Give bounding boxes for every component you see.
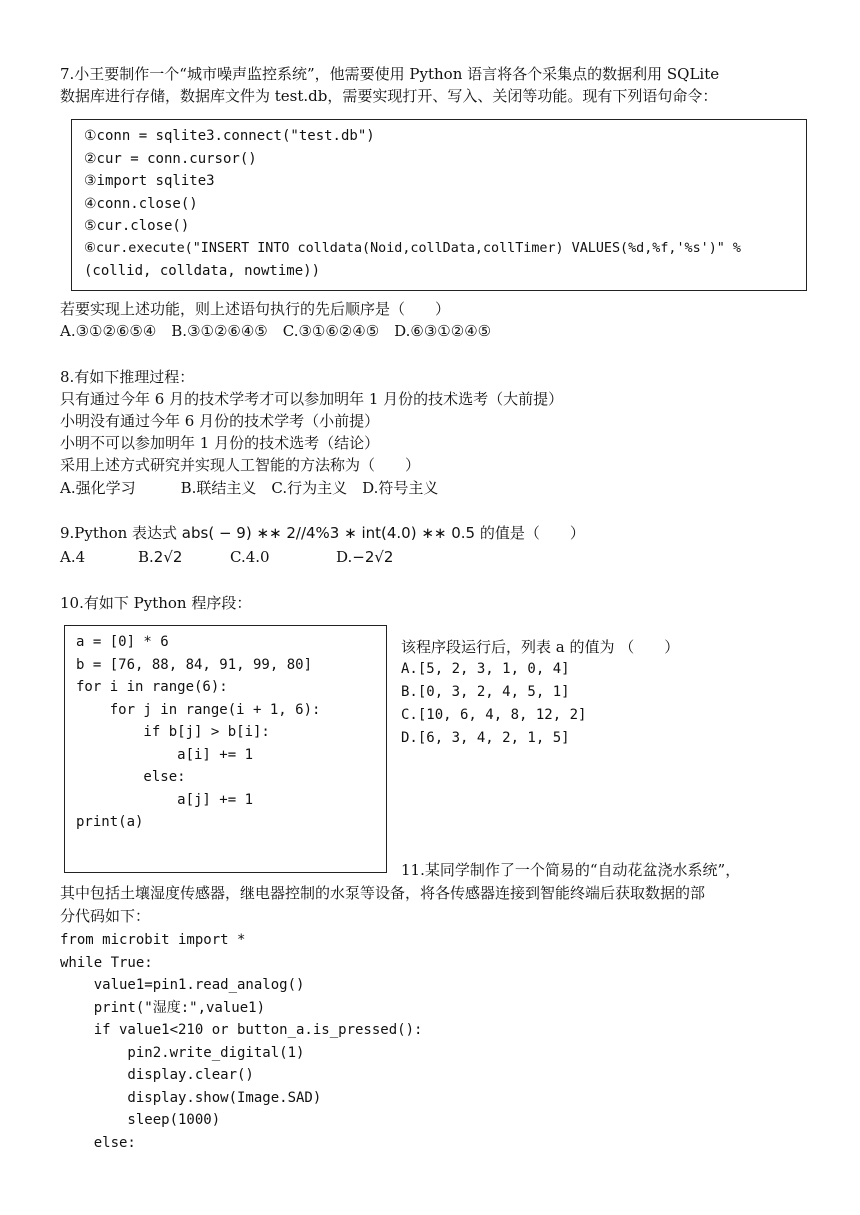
q7-options: A.③①②⑥⑤④ B.③①②⑥④⑤ C.③①⑥②④⑤ D.⑥③①②④⑤	[60, 322, 492, 340]
q7-stem-line1: 7.小王要制作一个“城市噪声监控系统”，他需要使用 Python 语言将各个采集点的数据利用 SQLite	[60, 65, 720, 83]
q7-code-line-3: ③import sqlite3	[84, 173, 215, 189]
q11-stem-line3: 分代码如下：	[60, 907, 151, 925]
q11-code-line-4: print("湿度:",value1)	[60, 999, 266, 1016]
q8-line-4: 小明不可以参加明年 1 月份的技术选考（结论）	[60, 434, 380, 452]
q7-code-line-4: ④conn.close()	[84, 195, 198, 212]
q10-code-line-3: for i in range(6):	[76, 679, 228, 695]
q10-option-a: A.[5, 2, 3, 1, 0, 4]	[401, 661, 570, 677]
q7-stem-line2: 数据库进行存储，数据库文件为 test.db，需要实现打开、写入、关闭等功能。现有下列语句命令：	[60, 87, 718, 105]
q11-code-line-6: pin2.write_digital(1)	[60, 1044, 305, 1061]
q10-code-line-8: a[j] += 1	[76, 791, 254, 808]
q9-option-c: C.4.0	[230, 548, 270, 566]
q9-prefix: 9.Python 表达式	[60, 524, 182, 542]
q11-code-line-1: from microbit import *	[60, 932, 246, 948]
q7-code-line-7: (collid, colldata, nowtime))	[84, 263, 321, 279]
q7-code-line-6: ⑥cur.execute("INSERT INTO colldata(Noid,collData,collTimer) VALUES(%d,%f,'%s')" %	[84, 240, 741, 256]
q11-code-line-7: display.clear()	[60, 1067, 254, 1083]
q7-question: 若要实现上述功能，则上述语句执行的先后顺序是（ ）	[60, 300, 451, 318]
q11-code-line-3: value1=pin1.read_analog()	[60, 977, 305, 993]
q11-code-line-2: while True:	[60, 954, 153, 971]
q10-title: 10.有如下 Python 程序段：	[60, 594, 252, 612]
q10-option-b: B.[0, 3, 2, 4, 5, 1]	[401, 684, 570, 700]
q10-option-c: C.[10, 6, 4, 8, 12, 2]	[401, 707, 587, 723]
q8-line-5: 采用上述方式研究并实现人工智能的方法称为（ ）	[60, 456, 421, 474]
q9-suffix: 的值是（ ）	[475, 524, 585, 542]
q10-code-line-1: a = [0] * 6	[76, 634, 169, 650]
q9-expression: abs( − 9) ∗∗ 2//4%3 ∗ int(4.0) ∗∗ 0.5	[181, 524, 476, 542]
q9-option-b	[138, 546, 182, 568]
q8-line-2: 只有通过今年 6 月的技术学考才可以参加明年 1 月份的技术选考（大前提）	[60, 390, 564, 408]
q9-option-a: A.4	[60, 548, 86, 566]
q10-code-line-7: else:	[76, 769, 186, 785]
q11-code-line-8: display.show(Image.SAD)	[60, 1089, 322, 1106]
q10-code-line-9: print(a)	[76, 814, 144, 830]
q9-option-d-math: −2√2	[352, 548, 394, 566]
q11-stem-line2: 其中包括土壤湿度传感器，继电器控制的水泵等设备，将各传感器连接到智能终端后获取数据的部	[60, 884, 706, 902]
q8-options: A.强化学习 B.联结主义 C.行为主义 D.符号主义	[60, 479, 439, 497]
q11-code-line-10: else:	[60, 1134, 136, 1151]
q9-option-d-letter: D.	[336, 548, 353, 566]
q7-code-line-1: ①conn = sqlite3.connect("test.db")	[84, 128, 375, 144]
q10-code-line-6: a[i] += 1	[76, 746, 254, 763]
q11-stem-line1: 11.某同学制作了一个简易的“自动花盆浇水系统”，	[401, 861, 741, 879]
q11-code-line-5: if value1<210 or button_a.is_pressed():	[60, 1022, 423, 1038]
q7-code-line-2: ②cur = conn.cursor()	[84, 150, 257, 167]
q9-option-b-letter: B.	[138, 548, 154, 566]
q10-code-line-4: for j in range(i + 1, 6):	[76, 701, 321, 718]
q10-code-line-5: if b[j] > b[i]:	[76, 724, 270, 740]
q9-stem	[60, 522, 585, 544]
q10-code-line-2: b = [76, 88, 84, 91, 99, 80]	[76, 656, 313, 673]
q8-line-3: 小明没有通过今年 6 月份的技术学考（小前提）	[60, 412, 380, 430]
q9-option-b-math: 2√2	[153, 548, 183, 566]
q8-line-1: 8.有如下推理过程：	[60, 368, 195, 386]
q11-code-line-9: sleep(1000)	[60, 1112, 221, 1128]
q10-question: 该程序段运行后，列表 a 的值为 （ ）	[401, 638, 680, 656]
q7-code-line-5: ⑤cur.close()	[84, 218, 190, 234]
q9-option-d	[336, 546, 393, 568]
q10-option-d: D.[6, 3, 4, 2, 1, 5]	[401, 730, 570, 746]
